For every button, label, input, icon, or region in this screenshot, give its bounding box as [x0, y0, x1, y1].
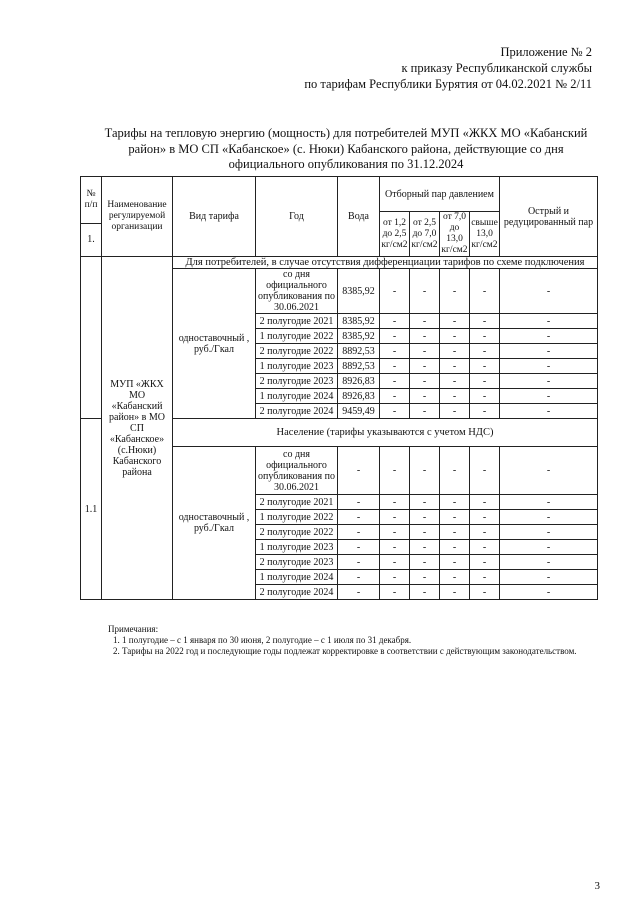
- steam-value: -: [380, 374, 410, 389]
- sharp-steam-value: -: [500, 585, 598, 600]
- steam-value: -: [380, 495, 410, 510]
- water-value: -: [338, 555, 380, 570]
- period-cell: со дня официального опубликования по 30.06.2021: [256, 269, 338, 314]
- steam-value: -: [410, 359, 440, 374]
- sharp-steam-value: -: [500, 510, 598, 525]
- sharp-steam-value: -: [500, 269, 598, 314]
- steam-value: -: [380, 555, 410, 570]
- water-value: -: [338, 495, 380, 510]
- steam-value: -: [440, 555, 470, 570]
- steam-value: -: [440, 329, 470, 344]
- appendix-line-3: по тарифам Республики Бурятия от 04.02.2021 № 2/11: [304, 77, 592, 91]
- steam-value: -: [440, 269, 470, 314]
- row-number-1-1: 1.1: [81, 419, 102, 600]
- steam-value: -: [410, 404, 440, 419]
- period-cell: 1 полугодие 2024: [256, 389, 338, 404]
- steam-value: -: [470, 495, 500, 510]
- steam-value: -: [470, 314, 500, 329]
- section-title: Для потребителей, в случае отсутствия дифференциации тарифов по схеме подключения: [173, 257, 598, 269]
- steam-value: -: [470, 329, 500, 344]
- steam-value: -: [410, 510, 440, 525]
- sharp-steam-value: -: [500, 570, 598, 585]
- steam-value: -: [440, 359, 470, 374]
- water-value: 8385,92: [338, 269, 380, 314]
- header-sharp-steam: Острый и редуцированный пар: [500, 177, 598, 257]
- water-value: 8926,83: [338, 374, 380, 389]
- steam-value: -: [380, 314, 410, 329]
- header-num: № п/п: [81, 177, 102, 224]
- notes-list: [108, 635, 598, 657]
- steam-value: -: [470, 404, 500, 419]
- steam-value: -: [410, 570, 440, 585]
- steam-value: -: [470, 269, 500, 314]
- steam-value: -: [380, 329, 410, 344]
- period-cell: 2 полугодие 2023: [256, 555, 338, 570]
- steam-value: -: [410, 495, 440, 510]
- steam-value: -: [470, 525, 500, 540]
- steam-value: -: [470, 374, 500, 389]
- water-value: 8926,83: [338, 389, 380, 404]
- period-cell: 2 полугодие 2021: [256, 495, 338, 510]
- period-cell: 2 полугодие 2022: [256, 525, 338, 540]
- steam-value: -: [410, 525, 440, 540]
- header-water: Вода: [338, 177, 380, 257]
- sharp-steam-value: -: [500, 404, 598, 419]
- steam-value: -: [380, 344, 410, 359]
- steam-value: -: [440, 447, 470, 495]
- steam-value: -: [440, 510, 470, 525]
- period-cell: 1 полугодие 2022: [256, 510, 338, 525]
- steam-value: -: [470, 570, 500, 585]
- steam-value: -: [470, 540, 500, 555]
- water-value: 8385,92: [338, 314, 380, 329]
- appendix-line-2: к приказу Республиканской службы: [401, 61, 592, 75]
- sharp-steam-value: -: [500, 329, 598, 344]
- sharp-steam-value: -: [500, 495, 598, 510]
- steam-value: -: [410, 329, 440, 344]
- period-cell: 2 полугодие 2021: [256, 314, 338, 329]
- tariff-table: [80, 176, 598, 600]
- sharp-steam-value: -: [500, 540, 598, 555]
- steam-value: -: [440, 314, 470, 329]
- organization-name: МУП «ЖКХ МО «Кабанский район» в МО СП «Кабанское» (с.Нюки) Кабанского района: [102, 257, 173, 600]
- steam-value: -: [380, 269, 410, 314]
- steam-value: -: [410, 269, 440, 314]
- steam-value: -: [470, 359, 500, 374]
- sharp-steam-value: -: [500, 525, 598, 540]
- steam-value: -: [470, 555, 500, 570]
- notes: [108, 624, 598, 657]
- steam-value: -: [380, 389, 410, 404]
- steam-value: -: [380, 585, 410, 600]
- period-cell: 1 полугодие 2022: [256, 329, 338, 344]
- period-cell: со дня официального опубликования по 30.06.2021: [256, 447, 338, 495]
- steam-value: -: [470, 344, 500, 359]
- period-cell: 1 полугодие 2023: [256, 540, 338, 555]
- notes-heading: Примечания:: [108, 624, 159, 634]
- period-cell: 2 полугодие 2022: [256, 344, 338, 359]
- steam-value: -: [380, 404, 410, 419]
- steam-value: -: [410, 447, 440, 495]
- steam-value: -: [440, 525, 470, 540]
- header-organization: Наименование регулируемой организации: [102, 177, 173, 257]
- header-tariff-type: Вид тарифа: [173, 177, 256, 257]
- steam-value: -: [410, 585, 440, 600]
- header-steam-col-4: свыше 13,0 кг/см2: [470, 212, 500, 257]
- steam-value: -: [380, 359, 410, 374]
- steam-value: -: [440, 374, 470, 389]
- sharp-steam-value: -: [500, 374, 598, 389]
- steam-value: -: [410, 389, 440, 404]
- sharp-steam-value: -: [500, 359, 598, 374]
- steam-value: -: [470, 447, 500, 495]
- sharp-steam-value: -: [500, 447, 598, 495]
- steam-value: -: [440, 570, 470, 585]
- page-number: 3: [594, 880, 600, 892]
- period-cell: 2 полугодие 2024: [256, 585, 338, 600]
- steam-value: -: [410, 555, 440, 570]
- water-value: -: [338, 540, 380, 555]
- water-value: -: [338, 447, 380, 495]
- steam-value: -: [470, 389, 500, 404]
- water-value: 8892,53: [338, 359, 380, 374]
- water-value: 8385,92: [338, 329, 380, 344]
- steam-value: -: [410, 540, 440, 555]
- period-cell: 2 полугодие 2024: [256, 404, 338, 419]
- steam-value: -: [380, 510, 410, 525]
- sharp-steam-value: -: [500, 555, 598, 570]
- steam-value: -: [440, 344, 470, 359]
- tariff-type: одноставочный , руб./Гкал: [173, 269, 256, 419]
- period-cell: 2 полугодие 2023: [256, 374, 338, 389]
- note-item: 2. Тарифы на 2022 год и последующие годы подлежат корректировке в соответствии с действующим законодательством.: [122, 646, 598, 657]
- document-title: Тарифы на тепловую энергию (мощность) для потребителей МУП «ЖКХ МО «Кабанский район» в МО СП «Кабанское» (с. Нюки) Кабанского района, действующие со дня официального опубликования по 31.12.2024: [104, 126, 588, 171]
- water-value: -: [338, 585, 380, 600]
- tariff-type: одноставочный , руб./Гкал: [173, 447, 256, 600]
- steam-value: -: [470, 585, 500, 600]
- header-steam-group: Отборный пар давлением: [380, 177, 500, 212]
- water-value: 9459,49: [338, 404, 380, 419]
- steam-value: -: [380, 540, 410, 555]
- steam-value: -: [440, 389, 470, 404]
- steam-value: -: [410, 314, 440, 329]
- sharp-steam-value: -: [500, 314, 598, 329]
- water-value: 8892,53: [338, 344, 380, 359]
- water-value: -: [338, 570, 380, 585]
- sharp-steam-value: -: [500, 389, 598, 404]
- water-value: -: [338, 525, 380, 540]
- header-steam-col-1: от 1,2 до 2,5 кг/см2: [380, 212, 410, 257]
- steam-value: -: [440, 495, 470, 510]
- water-value: -: [338, 510, 380, 525]
- steam-value: -: [380, 447, 410, 495]
- appendix-header: [262, 44, 592, 92]
- appendix-line-1: Приложение № 2: [500, 45, 592, 59]
- section-title: Население (тарифы указываются с учетом НДС): [173, 419, 598, 447]
- note-item: 1. 1 полугодие – с 1 января по 30 июня, 2 полугодие – с 1 июля по 31 декабря.: [122, 635, 598, 646]
- steam-value: -: [380, 570, 410, 585]
- period-cell: 1 полугодие 2024: [256, 570, 338, 585]
- num-blank: [81, 257, 102, 419]
- sharp-steam-value: -: [500, 344, 598, 359]
- header-steam-col-3: от 7,0 до 13,0 кг/см2: [441, 212, 468, 255]
- steam-value: -: [440, 540, 470, 555]
- steam-value: -: [440, 404, 470, 419]
- header-year: Год: [256, 177, 338, 257]
- header-steam-col-2: от 2,5 до 7,0 кг/см2: [410, 212, 440, 257]
- steam-value: -: [470, 510, 500, 525]
- row-number-1: 1.: [81, 223, 102, 256]
- steam-value: -: [410, 344, 440, 359]
- steam-value: -: [380, 525, 410, 540]
- steam-value: -: [410, 374, 440, 389]
- period-cell: 1 полугодие 2023: [256, 359, 338, 374]
- steam-value: -: [440, 585, 470, 600]
